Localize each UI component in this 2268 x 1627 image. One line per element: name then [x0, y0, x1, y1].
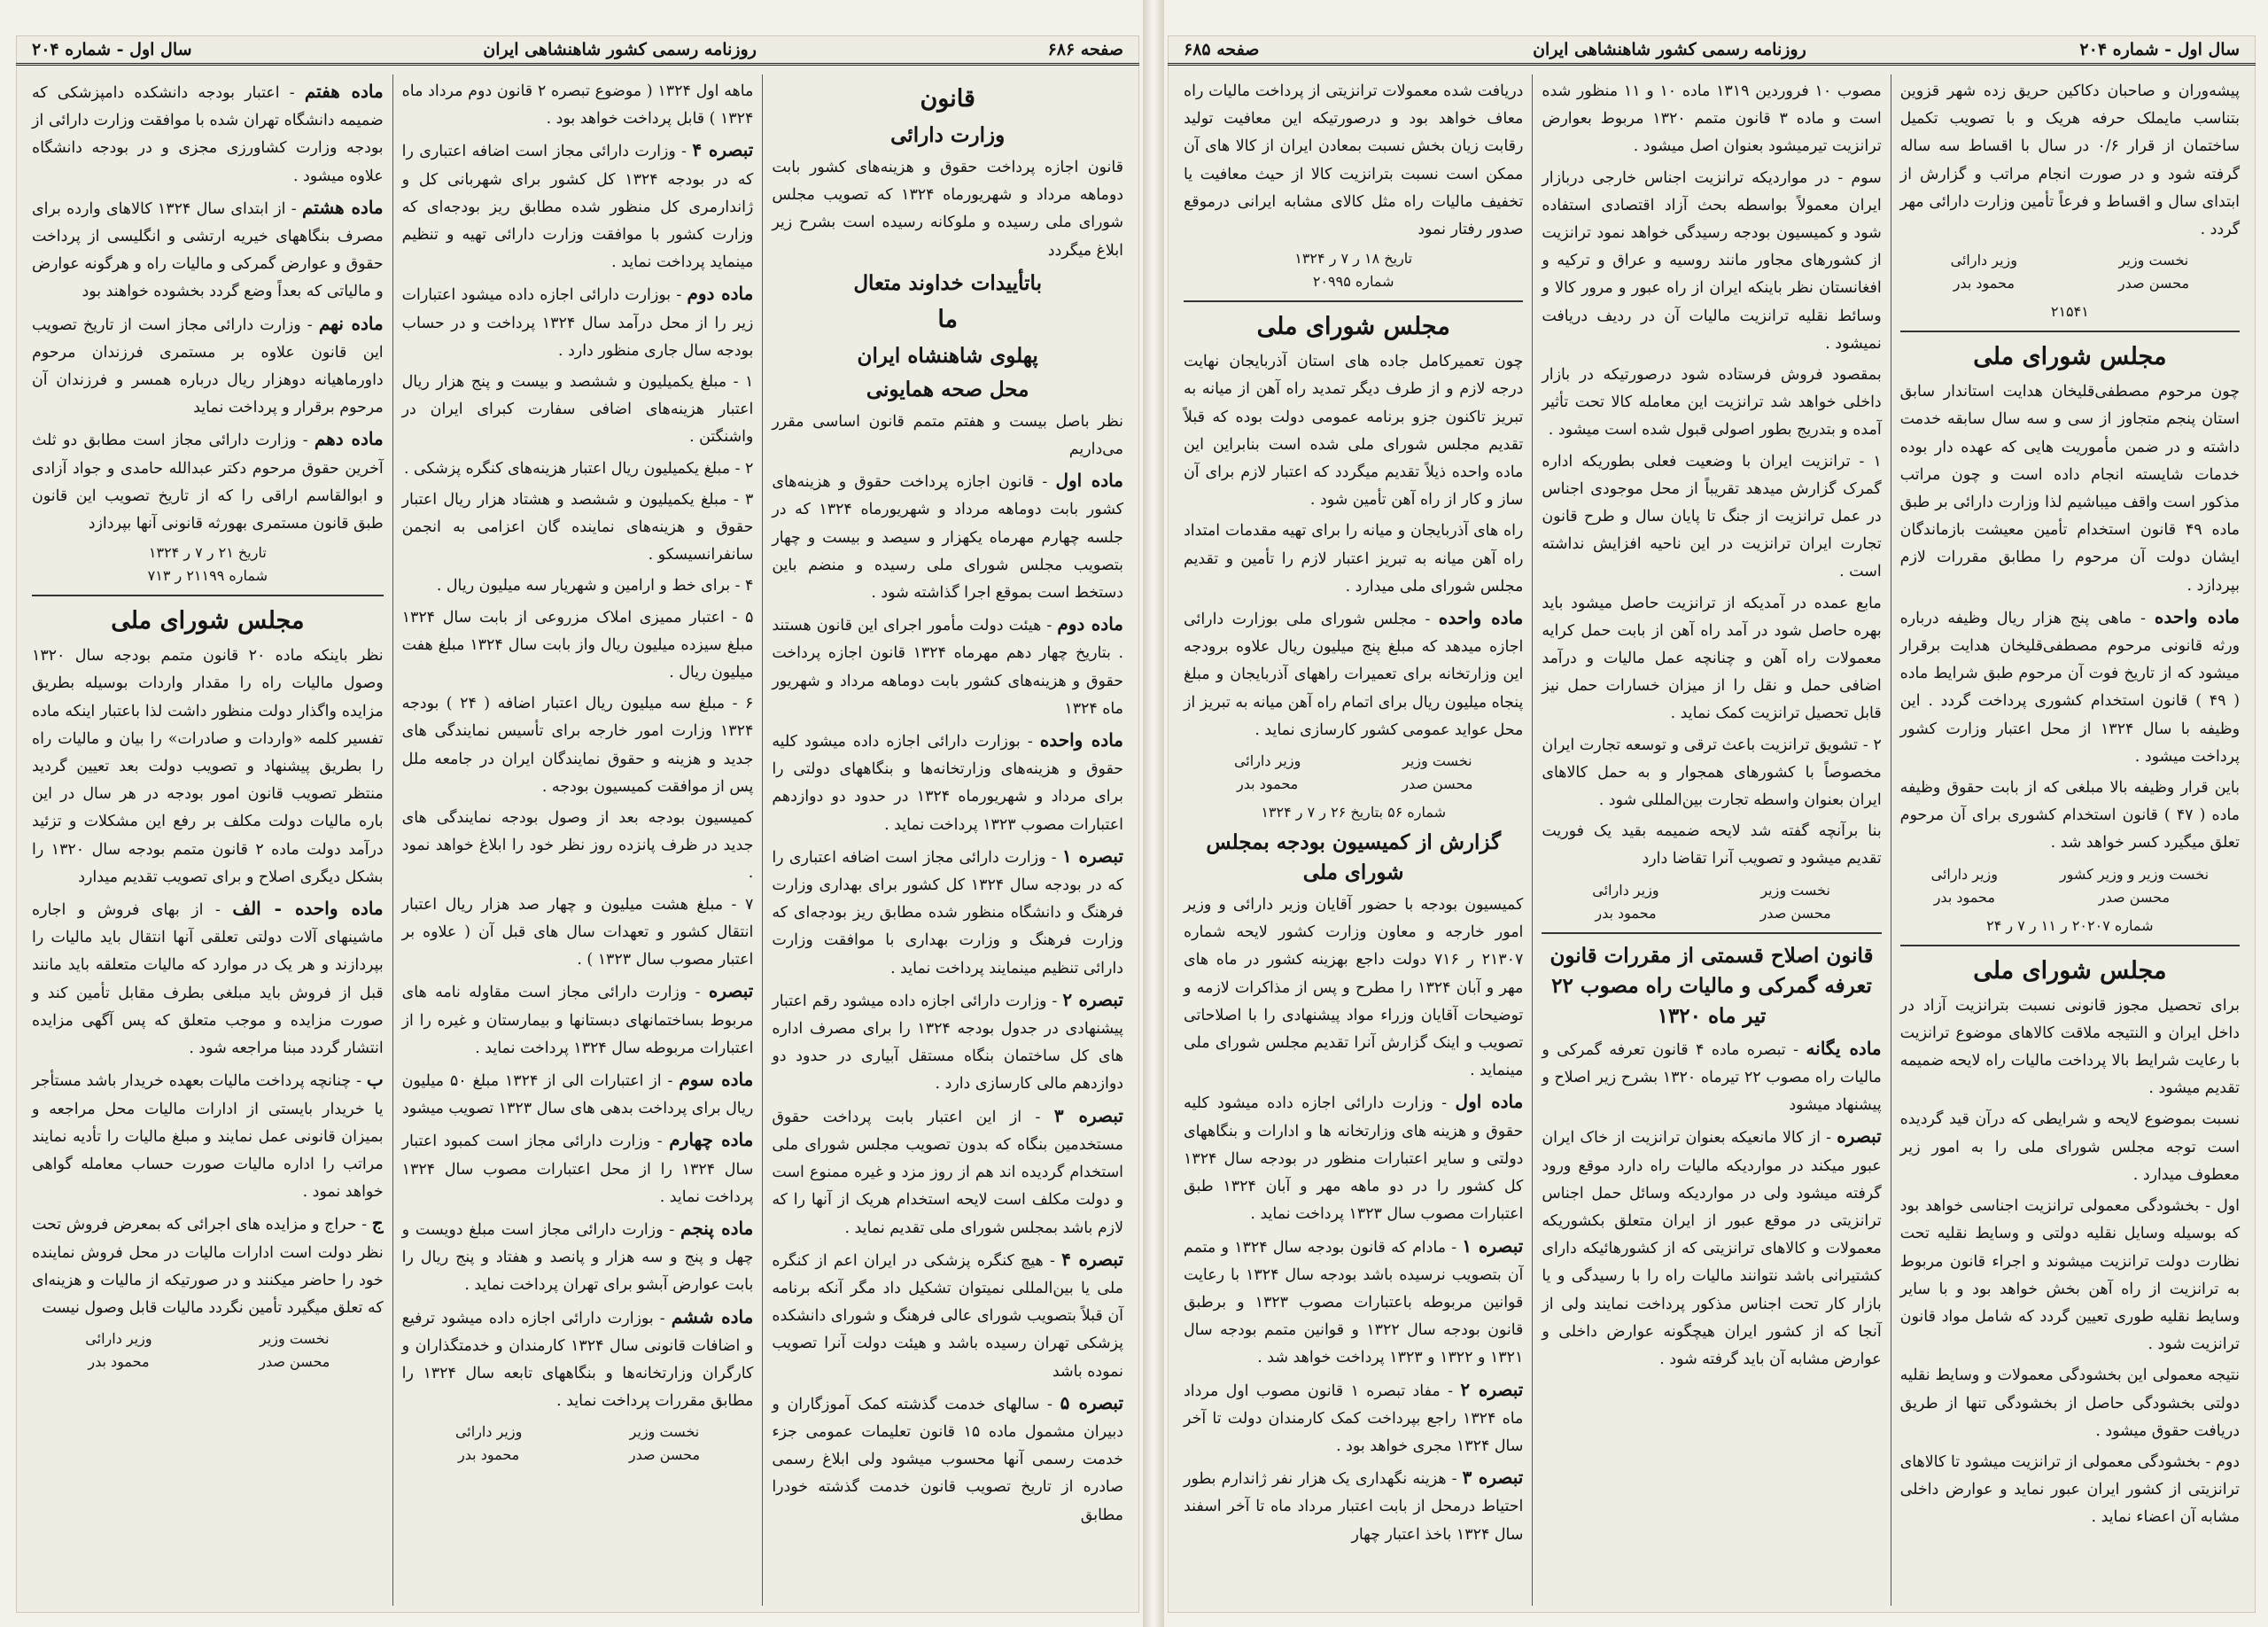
right-page-header	[1168, 35, 2256, 66]
paragraph: مصوب ۱۰ فروردین ۱۳۱۹ ماده ۱۰ و ۱۱ منظور شده است و ماده ۳ قانون متمم ۱۳۲۰ مربوط بعوارض ترانزیت تیرمیشود بعنوان اصل میشود .	[1542, 82, 1882, 156]
royal-we: ما	[937, 305, 959, 333]
note-label: تبصره	[1837, 1125, 1882, 1148]
note-label: تبصره ۱	[1462, 1234, 1524, 1257]
paragraph: قانون اجازه پرداخت حقوق و هزینه‌های کشور بابت دوماهه مرداد و شهریورماه ۱۳۲۴ که در جلسه چهارم مهرماه یکهزار و سیصد و بیست و چهار بتصویب مجلس شورای ملی رسیده و منضم باین دستخط است بموقع اجرا گذاشته شود .	[772, 473, 1123, 603]
note-label: تبصره ۳	[1462, 1467, 1524, 1489]
section-heading: مجلس شورای ملی	[111, 607, 305, 635]
paragraph: باین قرار وظیفه بالا مبلغی که از بابت حقوق وظیفه ماده ( ۴۷ ) قانون استخدام کشوری برای آن مرحوم تعلق میگیرد کسر خواهد شد .	[1899, 779, 2240, 852]
left-column-3: ماده هفتم - اعتبار بودجه دانشکده دامپزشکی که ضمیمه دانشگاه تهران شده با موافقت وزارت دارائی از بودجه وزارت کشاورزی مجزی و در بودجه دانشگاه علاوه میشود . ماده هشتم - از ابتدای سال ۱۳۲۴ کالاهای وارده برای مصرف بنگاههای خیریه ارتشی و انگلیسی از پرداخت حقوق و عوارض گمرکی و مالیات راه و هرگونه عوارض و مالیاتی که بعداً وضع گردد بخشوده خواهند بود ماده نهم - وزارت دارائی مجاز است از تاریخ تصویب این قانون علاوه بر مستمری فرزندان مرحوم داورماهیانه دوهزار ریال درباره همسر و فرزندان آن مرحوم برقرار و پرداخت نماید ماده دهم - وزارت دارائی مجاز است مطابق دو ثلث آخرین حقوق مرحوم دکتر عبدالله حامدی و جواد آزادی و ابوالقاسم اراقی را که از تاریخ تصویب این قانون طبق قانون مستمری بهورثه قانونی آنها بپردازد تاریخ ۲۱ ر ۷ ر ۱۳۲۴ شماره ۲۱۱۹۹ ر ۷۱۳ مجلس شورای ملی نظر باینکه ماده ۲۰ قانون متمم بودجه سال ۱۳۲۰ وصول مالیات راه را مقدار واردات بوسیله بطریق مزایده واگذار دولت منظور داشت لذا باعتبار اینکه ماده تفسیر کلمه «واردات و صادرات» را بیان و مالیات راه را بطریق پیشنهاد و تصویب دولت بعد تعیین گردید منتظر تصویب قانون امور بودجه در هر سال در این باره مالیات دولت مکلف بر رفع این مشکلات و تزئید درآمد دولت ماده ۲ قانون متمم بودجه سال ۱۳۲۰ را بشکل دیگری اصلاح و برای تصویب تقدیم میدارد ماده واحده - الف - از بهای فروش و اجاره ماشینهای آلات دولتی تعلقی آنها انتقال باید مالیات را بپردازند و هر یک در موارد که مالیات متعلقه باید مانند قبل از فروش باید مبلغی بطرف مقابل تأمین کند و صورت مزایده و موجب متعلق که پس آگهی مزایده انتشار گردد مبنا مراجعه شود . ب - چنانچه پرداخت مالیات بعهده خریدار باشد مستأجر یا خریدار بایستی از ادارات مالیات محل مراجعه و بمیزان قانونی عمل نمایند و مبلغ مالیات را تأدیه نمایند مراتب را اداره مالیات صورت حساب معامله گواهی خواهد نمود . ج - حراج و مزایده های اجرائی که بمعرض فروش تحت نظر دولت است ادارات مالیات در محل فروش نماینده خود را حاضر میکنند و در صورتیکه از مالیات و هزینه‌ای که تعلق میگیرد تأمین نگردد مالیات قابل وصول نیست نخست وزیر محسن صدر وزیر دارائی محمود بدر	[23, 74, 392, 1606]
note-label: تبصره ۴	[692, 139, 754, 161]
ministry-heading: وزارت دارائی	[890, 123, 1006, 147]
article-label: ماده هشتم	[301, 196, 384, 218]
article-label: ماده اول	[1055, 470, 1123, 492]
paragraph: ماهی پنج هزار ریال وظیفه درباره ورثه قانونی مرحوم مصطفی‌قلیخان هدایت برقرار میشود که از تاریخ فوت آن مرحوم طبق شرایط ماده ( ۴۹ ) قانون استخدام کشوری پرداخت گردد . این وظیفه با سال ۱۳۲۴ از محل اعتبار وزارت کشور پرداخت میشود .	[1899, 609, 2240, 766]
section-heading: مجلس شورای ملی	[1973, 343, 2167, 371]
signatory-name: محسن صدر	[1759, 904, 1831, 922]
paragraph: وزارت دارائی مجاز است اضافه اعتباری را که در بودجه ۱۳۲۴ کل کشور برای شهربانی کل و ژاندارمری کل منظور شده مطابق ریز بودجه‌ای که وزارت کشور با موافقت وزارت دارائی تهیه و تنظیم مینماید پرداخت نماید .	[401, 143, 754, 272]
signatory-title: وزیر دارائی	[1930, 865, 1998, 883]
paragraph: مجلس شورای ملی بوزارت دارائی اجازه میدهد که مبلغ پنج میلیون ریال علاوه برودجه این وزارتخانه برای تعمیرات راههای آذربایجان و مبلغ پنجاه میلیون ریال برای اتمام راه آهن میانه به تبریز از محل عواید عمومی کشور کارسازی نماید .	[1184, 611, 1524, 739]
right-column-1: پیشه‌وران و صاحبان دکاکین حریق زده شهر قزوین بتناسب مایملک حرفه هریک و با تصویب تکمیل ساختمان از قرار ۰/۶ در سال با اقساط سه ساله گرفته شود و در صورت انجام مراتب و گزارش از ابتدای سال و اقساط و فرعاً تأمین وزارت دارائی مهر گردد . نخست وزیر محسن صدر وزیر دارائی محمود بدر ۲۱۵۴۱ مجلس شورای ملی چون مرحوم مصطفی‌قلیخان هدایت استاندار سابق استان پنجم متجاوز از سی و سه سال سابقه خدمت داشته و در ضمن مأموریت هایی که عهده دار بوده خدمات شایسته انجام داده است و چون مراتب مذکور است واقف میباشیم لذا وزارت دارائی بر طبق ماده ۴۹ قانون استخدام تأمین معیشت بازماندگان ایشان دولت آن مرحوم را مطابق مقررات لازم بپردازد . ماده واحده - ماهی پنج هزار ریال وظیفه درباره ورثه قانونی مرحوم مصطفی‌قلیخان هدایت برقرار میشود که از تاریخ فوت آن مرحوم طبق شرایط ماده ( ۴۹ ) قانون استخدام کشوری پرداخت گردد . این وظیفه با سال ۱۳۲۴ از محل اعتبار وزارت کشور پرداخت میشود . باین قرار وظیفه بالا مبلغی که از بابت حقوق وظیفه ماده ( ۴۷ ) قانون استخدام کشوری برای آن مرحوم تعلق میگیرد کسر خواهد شد . نخست وزیر و وزیر کشور محسن صدر وزیر دارائی محمود بدر شماره ۲۰۲۰۷ ر ۱۱ ر ۷ ر ۲۴ مجلس شورای ملی برای تحصیل مجوز قانونی نسبت بترانزیت آزاد در داخل ایران و النتیجه ملاقت کالاهای موضوع ترانزیت با رعایت شرایط بالا پرداخت مالیات راه لایحه ضمیمه تقدیم میشود . نسبت بموضوع لایحه و شرایطی که درآن قید گردیده است توجه مجلس شورای ملی را به امور زیر معطوف میدارد . اول - بخشودگی معمولی ترانزیت اجناسی خواهد بود که بوسیله وسایل نقلیه دولتی و وسایط نقلیه تحت نظارت دولت ترانزیت میشوند و اجراء قانون مربوط به ترانزیت از راه آهن بخش خواهد بود و با سایر وسایط نقلیه طوری تعیین گردد که شامل مواد قانون ترانزیت شود . نتیجه معمولی این بخشودگی معمولات و وسایط نقلیه دولتی بخشودگی حاصل از بخشودگی تنها از طریق دریافت حقوق میشود . دوم - بخشودگی معمولی از ترانزیت میشود تا کالاهای ترانزیتی از کشور ایران عبور نماید و عوارض داخلی مشابه آن اعضاء نماید .	[1891, 74, 2249, 1606]
paragraph: وزارت دارائی مجاز است مطابق دو ثلث آخرین حقوق مرحوم دکتر عبدالله حامدی و جواد آزادی و ابوالقاسم اراقی را که از تاریخ تصویب این قانون طبق قانون مستمری بهورثه قانونی آنها بپردازد	[31, 432, 384, 533]
section-heading: مجلس شورای ملی	[1256, 313, 1450, 341]
signature-block	[1542, 879, 1881, 925]
paragraph: از بهای فروش و اجاره ماشینهای آلات دولتی تعلقی آنها انتقال باید مالیات را بپردازند و هر یک در موارد که مالیات متعلقه باید مانند قبل از فروش باید مبلغی بطرف مقابل تأمین کند و صورت مزایده و موجب متعلق که پس آگهی مزایده انتشار گردد مبنا مراجعه شود .	[31, 901, 384, 1058]
paragraph: هزینه نگهداری یک هزار نفر ژاندارم بطور احتیاط درمحل از بابت اعتبار مرداد ماه تا آخر اسفند سال ۱۳۲۴ باخذ اعتبار چهار	[1184, 1470, 1524, 1544]
decree-number: ۲۱۵۴۱	[2050, 303, 2089, 321]
paragraph: از ابتدای سال ۱۳۲۴ کالاهای وارده برای مصرف بنگاههای خیریه ارتشی و انگلیسی از پرداخت حقوق و عوارض گمرکی و مالیات راه و هرگونه عوارض و مالیاتی که بعداً وضع گردد بخشوده خواهند بود	[31, 199, 384, 301]
left-column-1: قانون وزارت دارائی قانون اجازه پرداخت حقوق و هزینه‌های کشور بابت دوماهه مرداد و شهریورماه ۱۳۲۴ که تصویب مجلس شورای ملی رسیده و ملوکانه رسیده است بشرح زیر ابلاغ میگردد باتأییدات خداوند متعال ما پهلوی شاهنشاه ایران محل صحه همایونی نظر باصل بیست و هفتم متمم قانون اساسی مقرر می‌داریم ماده اول - قانون اجازه پرداخت حقوق و هزینه‌های کشور بابت دوماهه مرداد و شهریورماه ۱۳۲۴ که در جلسه چهارم مهرماه یکهزار و سیصد و بیست و چهار بتصویب مجلس شورای ملی رسیده و منضم باین دستخط است بموقع اجرا گذاشته شود . ماده دوم - هیئت دولت مأمور اجرای این قانون هستند . بتاریخ چهار دهم مهرماه ۱۳۲۴ قانون اجازه پرداخت حقوق و هزینه‌های کشور بابت دوماهه مرداد و شهریور ماه ۱۳۲۴ ماده واحده - بوزارت دارائی اجازه داده میشود کلیه حقوق و هزینه‌های وزارتخانه‌ها و بنگاههای دولتی را برای مرداد و شهریورماه ۱۳۲۴ در حدود دو دوازدهم اعتبارات مصوب ۱۳۲۳ پرداخت نماید . تبصره ۱ - وزارت دارائی مجاز است اضافه اعتباری را که در بودجه سال ۱۳۲۴ کل کشور برای بهداری وزارت فرهنگ و دانشگاه منظور شده مطابق ریز بودجه‌ای که وزارت فرهنگ و وزارت بهداری با موافقت وزارت دارائی تنظیم مینمایند پرداخت نماید . تبصره ۲ - وزارت دارائی اجازه داده میشود رقم اعتبار پیشنهادی در جدول بودجه ۱۳۲۴ را برای مصرف اداره های کل ساختمان بنگاه مستقل آبیاری در حدود دو دوازدهم مالی کارسازی دارد . تبصره ۳ - از این اعتبار بابت پرداخت حقوق مستخدمین بنگاه که بدون تصویب مجلس شورای ملی استخدام گردیده اند هم از روز مزد و غیره ممنوع است و دولت مکلف است لایحه استخدام هریک از آنها را که لازم باشد بمجلس شورای ملی تقدیم نماید . تبصره ۴ - هیچ کنگره پزشکی در ایران اعم از کنگره ملی یا بین‌المللی نمیتوان تشکیل داد مگر آنکه برنامه آن قبلاً بتصویب شورای عالی فرهنگ و شورای دانشکده پزشکی تهران رسیده باشد و هیئت دولت آنرا تصویب نموده باشد تبصره ۵ - سالهای خدمت گذشته کمک آموزگاران و دبیران مشمول ماده ۱۵ قانون تعلیمات عمومی جزء خدمت رسمی آنها محسوب میشود ولی ابلاغ رسمی صادره از تاریخ تصویب قانون خدمت گذشته خودرا مطابق	[762, 74, 1132, 1606]
list-item: ۳ - مبلغ یکمیلیون و ششصد و هشتاد هزار ریال اعتبار حقوق و هزینه‌های نماینده گان اعزامی به انجمن سانفرانسیسکو .	[401, 490, 754, 564]
paragraph: نظر باصل بیست و هفتم متمم قانون اساسی مقرر می‌داریم	[772, 412, 1123, 459]
note-label: تبصره ۲	[1062, 988, 1124, 1010]
article-label: ماده چهارم	[669, 1129, 754, 1151]
section-heading: گزارش از کمیسیون بودجه بمجلس شورای ملی	[1206, 830, 1502, 885]
signatory-name: محسن صدر	[1402, 775, 1473, 793]
paragraph: بوزارت دارائی اجازه داده میشود ترفیع و اضافات قانونی سال ۱۳۲۴ کارمندان و خدمتگذاران و کارگران وزارتخانه‌ها و بنگاههای تابعه سال ۱۳۲۴ را مطابق مقررات پرداخت نماید .	[401, 1309, 754, 1411]
paragraph: چون تعمیرکامل جاده های استان آذربایجان نهایت درجه لازم و از طرف دیگر تمدید راه آهن از میانه به تبریز تاکنون جزو برنامه عمومی دولت بوده که قبلاً تقدیم مجلس شورای ملی شده است بنابراین این ماده واحده ذیلاً تقدیم میگردد که اعتبار لازم برای آن ساز و کار از راه آهن تأمین شود .	[1184, 353, 1524, 510]
paragraph: چنانچه پرداخت مالیات بعهده خریدار باشد مستأجر یا خریدار بایستی از ادارات مالیات محل مراجعه و بمیزان قانونی عمل نمایند و مبلغ مالیات را تأدیه نمایند مراتب را اداره مالیات صورت حساب معامله گواهی خواهد نمود .	[31, 1072, 384, 1202]
page-number: صفحه ۶۸۶	[1047, 39, 1123, 59]
paragraph: نتیجه معمولی این بخشودگی معمولات و وسایط نقلیه دولتی بخشودگی حاصل از بخشودگی تنها از طریق دریافت حقوق میشود .	[1899, 1366, 2240, 1440]
paragraph: بوزارت دارائی اجازه داده میشود اعتبارات زیر را از محل درآمد سال ۱۳۲۴ پرداخت و در حساب بودجه سال جاری منظور دارد .	[401, 286, 754, 360]
section-divider	[1542, 932, 1881, 934]
signatory-title: وزیر دارائی	[1950, 252, 2017, 269]
note-label: تبصره ۴	[1061, 1248, 1124, 1270]
article-label: ماده دهم	[314, 428, 384, 450]
article-label: ماده واحده	[1039, 729, 1123, 751]
paragraph: اعتبار بودجه دانشکده دامپزشکی که ضمیمه دانشگاه تهران شده با موافقت وزارت دارائی از بودجه وزارت کشاورزی مجزی و در بودجه دانشگاه علاوه میشود .	[31, 84, 384, 185]
paragraph: وزارت دارائی اجازه داده میشود رقم اعتبار پیشنهادی در جدول بودجه ۱۳۲۴ را برای مصرف اداره های کل ساختمان بنگاه مستقل آبیاری در حدود دو دوازدهم مالی کارسازی دارد .	[772, 992, 1123, 1094]
list-item: ۱ - مبلغ یکمیلیون و ششصد و بیست و پنج هزار ریال اعتبار هزینه‌های اضافی سفارت کبرای ایران در واشنگتن .	[401, 373, 754, 447]
paragraph: ۱ - ترانزیت ایران با وضعیت فعلی بطوریکه اداره گمرک گزارش میدهد تقریباً از محل موجودی اجناس در عمل ترانزیت از جنگ تا پایان سال و طرح قانون تجارت ایران ترانزیت در این ناحیه افزایش نداشته است .	[1542, 452, 1882, 581]
paragraph: پیشه‌وران و صاحبان دکاکین حریق زده شهر قزوین بتناسب مایملک حرفه هریک و با تصویب تکمیل ساختمان از قرار ۰/۶ در سال با اقساط سه ساله گرفته شود و در صورت انجام مراتب و گزارش از ابتدای سال و اقساط و فرعاً تأمین وزارت دارائی مهر گردد .	[1899, 82, 2240, 239]
paragraph: دوم - بخشودگی معمولی از ترانزیت میشود تا کالاهای ترانزیتی از کشور ایران عبور نماید و عوارض داخلی مشابه آن اعضاء نماید .	[1899, 1452, 2240, 1527]
decree-date: تاریخ ۱۸ ر ۷ ر ۱۳۲۴	[1294, 250, 1413, 268]
article-label: ماده هفتم	[304, 81, 384, 102]
issue-label: سال اول - شماره ۲۰۴	[32, 39, 192, 59]
paragraph: هیئت دولت مأمور اجرای این قانون هستند . بتاریخ چهار دهم مهرماه ۱۳۲۴ قانون اجازه پرداخت حقوق و هزینه‌های کشور بابت دوماهه مرداد و شهریور ماه ۱۳۲۴	[772, 617, 1123, 718]
paragraph: دریافت شده معمولات ترانزیتی از پرداخت مالیات راه معاف خواهد بود و درصورتیکه این معافیت تولید رقابت زیان بخش نسبت بمعادن ایران از کالا های آن ممکن است نسبت بترانزیت کالا از حیث معافیت یا تخفیف مالیات راه مثل کالای مشابه ایرانی درموقع صدور رفتار نمود	[1184, 82, 1524, 239]
section-heading: قانون اصلاح قسمتی از مقررات قانون تعرفه گمرکی و مالیات راه مصوب ۲۲ تیر ماه ۱۳۲۰	[1550, 943, 1874, 1028]
signatory-name: محمود بدر	[1595, 904, 1657, 922]
note-label: تبصره ۵	[1060, 1391, 1124, 1413]
note-label: تبصره ۲	[1460, 1378, 1524, 1400]
left-column-2: ماهه اول ۱۳۲۴ ( موضوع تبصره ۲ قانون دوم مرداد ماه ۱۳۲۴ ) قابل پرداخت خواهد بود . تبصره ۴ - وزارت دارائی مجاز است اضافه اعتباری را که در بودجه ۱۳۲۴ کل کشور برای شهربانی کل و ژاندارمری کل منظور شده مطابق ریز بودجه‌ای که وزارت کشور با موافقت وزارت دارائی تهیه و تنظیم مینماید پرداخت نماید . ماده دوم - بوزارت دارائی اجازه داده میشود اعتبارات زیر را از محل درآمد سال ۱۳۲۴ پرداخت و در حساب بودجه سال جاری منظور دارد . ۱ - مبلغ یکمیلیون و ششصد و بیست و پنج هزار ریال اعتبار هزینه‌های اضافی سفارت کبرای ایران در واشنگتن . ۲ - مبلغ یکمیلیون ریال اعتبار هزینه‌های کنگره پزشکی . ۳ - مبلغ یکمیلیون و ششصد و هشتاد هزار ریال اعتبار حقوق و هزینه‌های نماینده گان اعزامی به انجمن سانفرانسیسکو . ۴ - برای خط و ارامین و شهریار سه میلیون ریال . ۵ - اعتبار ممیزی املاک مزروعی از بابت سال ۱۳۲۴ مبلغ سیزده میلیون ریال واز بابت سال ۱۳۲۴ مبلغ هفت میلیون ریال . ۶ - مبلغ سه میلیون ریال اعتبار اضافه ( ۲۴ ) بودجه ۱۳۲۴ وزارت امور خارجه برای تأسیس نمایندگی های جدید و هزینه و حقوق نمایندگان ایران در جامعه ملل پس از موافقت کمیسیون بودجه . کمیسیون بودجه بعد از وصول بودجه نمایندگی های جدید در ظرف پانزده روز نظر خود را ابلاغ خواهد نمود . ۷ - مبلغ هشت میلیون و چهار صد هزار ریال اعتبار انتقال کشور و تعهدات سال های قبل آن ( علاوه بر اعتبار مصوب سال ۱۳۲۳ ) . تبصره - وزارت دارائی مجاز است مقاوله نامه های مربوط بساختمانهای دبستانها و بیمارستان و غیره را از اعتبارات مربوطه سال ۱۳۲۴ پرداخت نماید . ماده سوم - از اعتبارات الی از ۱۳۲۴ مبلغ ۵۰ میلیون ریال برای پرداخت بدهی های سال ۱۳۲۳ تصویب میشود ماده چهارم - وزارت دارائی مجاز است کمبود اعتبار سال ۱۳۲۴ را از محل اعتبارات مصوب سال ۱۳۲۴ پرداخت نماید . ماده پنجم - وزارت دارائی مجاز است مبلغ دویست و چهل و پنج و سه هزار و پانصد و هفتاد و پنج ریال را بابت عوارض آبشو برای تهران پرداخت نماید . ماده ششم - بوزارت دارائی اجازه داده میشود ترفیع و اضافات قانونی سال ۱۳۲۴ کارمندان و خدمتگذاران و کارگران وزارتخانه‌ها و بنگاههای تابعه سال ۱۳۲۴ را مطابق مقررات پرداخت نماید . نخست وزیر محسن صدر وزیر دارائی محمود بدر	[392, 74, 763, 1606]
section-divider	[32, 595, 384, 596]
paragraph: وزارت دارائی مجاز است مبلغ دویست و چهل و پنج و سه هزار و پانصد و هفتاد و پنج ریال را بابت عوارض آبشو برای تهران پرداخت نماید .	[401, 1220, 754, 1295]
newspaper-title: روزنامه رسمی کشور شاهنشاهی ایران	[483, 39, 757, 59]
section-divider	[1184, 300, 1523, 302]
article-label: ماده نهم	[318, 312, 384, 334]
page-gutter	[1143, 0, 1164, 1627]
note-label: تبصره ۳	[1053, 1104, 1123, 1126]
clause-label: ب	[366, 1069, 384, 1091]
signatory-name: محمود بدر	[1953, 275, 2015, 292]
right-page-columns	[1175, 74, 2249, 1606]
paragraph: بمقصود فروش فرستاده شود درصورتیکه در بازار داخلی خواهد شد ترانزیت این معامله کالا تحت تأثیر آمده و بتدریج بطور اصولی قبول شده است میشود .	[1542, 366, 1882, 440]
note-label: تبصره	[708, 980, 754, 1002]
list-item: ۴ - برای خط و ارامین و شهریار سه میلیون ریال .	[436, 577, 754, 596]
newspaper-title: روزنامه رسمی کشور شاهنشاهی ایران	[1533, 39, 1806, 59]
signature-block	[402, 1421, 754, 1467]
list-item: ۵ - اعتبار ممیزی املاک مزروعی از بابت سال ۱۳۲۴ مبلغ سیزده میلیون ریال واز بابت سال ۱۳۲۴ مبلغ هفت میلیون ریال .	[401, 608, 754, 682]
paragraph: بنا برآنچه گفته شد لایحه ضمیمه بقید یک فوریت تقدیم میشود و تصویب آنرا تقاضا دارد	[1542, 822, 1882, 868]
signatory-name: محسن صدر	[2098, 888, 2171, 906]
right-column-3: دریافت شده معمولات ترانزیتی از پرداخت مالیات راه معاف خواهد بود و درصورتیکه این معافیت تولید رقابت زیان بخش نسبت بمعادن ایران از کالا های آن ممکن است نسبت بترانزیت کالا از حیث معافیت یا تخفیف مالیات راه مثل کالای مشابه ایرانی درموقع صدور رفتار نمود تاریخ ۱۸ ر ۷ ر ۱۳۲۴ شماره ۲۰۹۹۵ مجلس شورای ملی چون تعمیرکامل جاده های استان آذربایجان نهایت درجه لازم و از طرف دیگر تمدید راه آهن از میانه به تبریز تاکنون جزو برنامه عمومی دولت بوده که قبلاً تقدیم مجلس شورای ملی شده است بنابراین این ماده واحده ذیلاً تقدیم میگردد که اعتبار لازم برای آن ساز و کار از راه آهن تأمین شود . راه های آذربایجان و میانه را برای تهیه مقدمات امتداد راه آهن میانه به تبریز اعتبار لازم را تأمین و تقدیم مجلس شورای ملی میدارد . ماده واحده - مجلس شورای ملی بوزارت دارائی اجازه میدهد که مبلغ پنج میلیون ریال علاوه برودجه این وزارتخانه برای تعمیرات راههای آذربایجان و مبلغ پنجاه میلیون ریال برای اتمام راه آهن میانه به تبریز از محل عواید عمومی کشور کارسازی نماید . نخست وزیر محسن صدر وزیر دارائی محمود بدر شماره ۵۶ بتاریخ ۲۶ ر ۷ ر ۱۳۲۴ گزارش از کمیسیون بودجه بمجلس شورای ملی کمیسیون بودجه با حضور آقایان وزیر دارائی و وزیر امور خارجه و معاون وزارت کشور لایحه شماره ۲۱۳۰۷ ر ۷۱۶ دولت داجع بهزینه کشور در ماه های مهر و آبان ۱۳۲۴ را مطرح و پس از مذاکرات لازمه و توضیحات آقایان وزراء مواد پیشنهادی را با اصلاحاتی تصویب و اینک گزارش آنرا تقدیم مجلس شورای ملی مینماید . ماده اول - وزارت دارائی اجازه داده میشود کلیه حقوق و هزینه های وزارتخانه ها و ادارات و بنگاههای دولتی و سایر اعتبارات منظور در بودجه سال ۱۳۲۴ کل کشور را در دو ماهه مهر و آبان ۱۳۲۴ طبق اعتبارات مصوب سال ۱۳۲۳ پرداخت نماید . تبصره ۱ - مادام که قانون بودجه سال ۱۳۲۴ و متمم آن بتصویب نرسیده باشد بودجه سال ۱۳۲۴ با رعایت قوانین مربوطه باعتبارات مصوب ۱۳۲۳ و برطبق قانون بودجه سال ۱۳۲۲ و قوانین متمم بودجه سال ۱۳۲۱ و ۱۳۲۲ و ۱۳۲۳ پرداخت خواهد شد . تبصره ۲ - مفاد تبصره ۱ قانون مصوب اول مرداد ماه ۱۳۲۴ راجع بپرداخت کمک کارمندان دولت تا آخر سال ۱۳۲۴ مجری خواهد بود . تبصره ۳ - هزینه نگهداری یک هزار نفر ژاندارم بطور احتیاط درمحل از بابت اعتبار مرداد ماه تا آخر اسفند سال ۱۳۲۴ باخذ اعتبار چهار	[1175, 74, 1532, 1606]
paragraph: سالهای خدمت گذشته کمک آموزگاران و دبیران مشمول ماده ۱۵ قانون تعلیمات عمومی جزء خدمت رسمی آنها محسوب میشود ولی ابلاغ رسمی صادره از تاریخ تصویب قانون خدمت گذشته خودرا مطابق	[772, 1395, 1123, 1524]
paragraph: وزارت دارائی مجاز است اضافه اعتباری را که در بودجه سال ۱۳۲۴ کل کشور برای بهداری وزارت فرهنگ و دانشگاه منظور شده مطابق ریز بودجه‌ای که وزارت فرهنگ و وزارت بهداری با موافقت وزارت دارائی تنظیم مینمایند پرداخت نماید .	[772, 848, 1123, 977]
left-page-columns	[23, 74, 1132, 1606]
paragraph: از اعتبارات الی از ۱۳۲۴ مبلغ ۵۰ میلیون ریال برای پرداخت بدهی های سال ۱۳۲۳ تصویب میشود	[401, 1071, 754, 1118]
paragraph: کمیسیون بودجه بعد از وصول بودجه نمایندگی های جدید در ظرف پانزده روز نظر خود را ابلاغ خواهد نمود .	[401, 809, 754, 883]
signatory-name: محمود بدر	[1237, 775, 1299, 793]
article-label: ماده دوم	[687, 283, 754, 305]
signature-block	[32, 1327, 384, 1374]
signatory-title: نخست وزیر	[260, 1330, 330, 1348]
paragraph: اول - بخشودگی معمولی ترانزیت اجناسی خواهد بود که بوسیله وسایل نقلیه دولتی و وسایط نقلیه تحت نظارت دولت ترانزیت میشوند و اجراء قانون مربوط به ترانزیت از راه آهن بخش خواهد بود و با سایر وسایط نقلیه طوری تعیین گردد که شامل مواد قانون ترانزیت شود .	[1899, 1197, 2240, 1354]
signatory-name: محمود بدر	[1933, 888, 1995, 906]
decree-date: تاریخ ۲۱ ر ۷ ر ۱۳۲۴	[148, 544, 267, 562]
paragraph: وزارت دارائی مجاز است مقاوله نامه های مربوط بساختمانهای دبستانها و بیمارستان و غیره را از اعتبارات مربوطه سال ۱۳۲۴ پرداخت نماید .	[401, 984, 754, 1057]
article-label: ماده ششم	[671, 1305, 754, 1327]
signatory-name: محمود بدر	[458, 1446, 520, 1464]
report-number: شماره ۵۶ بتاریخ ۲۶ ر ۷ ر ۱۳۲۴	[1261, 804, 1447, 821]
article-label: ماده اول	[1455, 1091, 1524, 1113]
section-divider	[1900, 945, 2240, 946]
paragraph: چون مرحوم مصطفی‌قلیخان هدایت استاندار سابق استان پنجم متجاوز از سی و سه سال سابقه خدمت داشته و در ضمن مأموریت هایی که عهده دار بوده خدمات شایسته انجام داده است و چون مراتب مذکور است واقف میباشیم لذا وزارت دارائی بر طبق ماده ۴۹ قانون استخدام تأمین معیشت بازماندگان ایشان دولت آن مرحوم را مطابق مقررات لازم بپردازد .	[1899, 383, 2240, 595]
paragraph: بوزارت دارائی اجازه داده میشود کلیه حقوق و هزینه‌های وزارتخانه‌ها و بنگاههای دولتی را برای مرداد و شهریورماه ۱۳۲۴ در حدود دو دوازدهم اعتبارات مصوب ۱۳۲۳ پرداخت نماید .	[772, 733, 1123, 834]
left-page	[16, 35, 1139, 1613]
article-label: ماده پنجم	[680, 1217, 754, 1239]
note-label: تبصره ۱	[1062, 845, 1124, 867]
paragraph: از این اعتبار بابت پرداخت حقوق مستخدمین بنگاه که بدون تصویب مجلس شورای ملی استخدام گردیده اند هم از روز مزد و غیره ممنوع است و دولت مکلف است لایحه استخدام هریک از آنها را که لازم باشد بمجلس شورای ملی تقدیم نماید .	[772, 1108, 1123, 1237]
signatory-name: محمود بدر	[88, 1353, 150, 1371]
article-label: ماده دوم	[1057, 613, 1123, 635]
paragraph: سوم - در مواردیکه ترانزیت اجناس خارجی دربازار ایران معمولاً بواسطه بحث آزاد اقتصادی استفاده شود و کمیسیون بودجه رسیدگی خواهد نمود ترانزیت از کشورهای مجاور مانند روسیه و عراق و ترکیه و افغانستان نظر باینکه ایران از راه عبور و مرور کالا و وسائط نقلیه ترانزیت مالیات آن در ردیف دریافت نمیشود .	[1542, 168, 1882, 353]
clause-label: ج	[371, 1212, 384, 1234]
signature-block	[1184, 750, 1523, 796]
list-item: ۲ - مبلغ یکمیلیون ریال اعتبار هزینه‌های کنگره پزشکی .	[403, 459, 754, 478]
signatory-title: وزیر دارائی	[454, 1423, 523, 1441]
paragraph: مابع عمده در آمدیکه از ترانزیت حاصل میشود باید بهره حاصل شود در آمد راه آهن از بابت حمل کرایه معمولات راه آهن و چنانچه عمل مالیات و درآمد اضافی حمل و نقل را از میزان خسارات حمل نیز قابل تحصیل ترانزیت کمک نماید .	[1542, 594, 1882, 723]
paragraph: وزارت دارائی مجاز است کمبود اعتبار سال ۱۳۲۴ را از محل اعتبارات مصوب سال ۱۳۲۴ پرداخت نماید .	[401, 1133, 754, 1206]
list-item: ۶ - مبلغ سه میلیون ریال اعتبار اضافه ( ۲۴ ) بودجه ۱۳۲۴ وزارت امور خارجه برای تأسیس نمایندگی های جدید و هزینه و حقوق نمایندگان ایران در جامعه ملل پس از موافقت کمیسیون بودجه .	[401, 695, 754, 796]
signatory-title: نخست وزیر	[1760, 881, 1830, 899]
paragraph: نظر باینکه ماده ۲۰ قانون متمم بودجه سال ۱۳۲۰ وصول مالیات راه را مقدار واردات بوسیله بطریق مزایده واگذار دولت منظور داشت لذا باعتبار اینکه ماده تفسیر کلمه «واردات و صادرات» را بیان و مالیات راه را بطریق پیشنهاد و تصویب دولت بعد تعیین گردید منتظر تصویب قانون امور بودجه در هر سال در این باره مالیات دولت مکلف بر رفع این مشکلات و تزئید درآمد دولت ماده ۲ قانون متمم بودجه سال ۱۳۲۰ را بشکل دیگری اصلاح و برای تصویب تقدیم میدارد	[31, 647, 384, 886]
paragraph: هیچ کنگره پزشکی در ایران اعم از کنگره ملی یا بین‌المللی نمیتوان تشکیل داد مگر آنکه برنامه آن قبلاً بتصویب شورای عالی فرهنگ و شورای دانشکده پزشکی تهران رسیده باشد و هیئت دولت آنرا تصویب نموده باشد	[772, 1251, 1123, 1381]
right-page	[1168, 35, 2256, 1613]
section-divider	[1900, 331, 2240, 332]
section-heading: مجلس شورای ملی	[1973, 956, 2167, 985]
decree-number: شماره ۲۰۹۹۵	[1312, 273, 1394, 291]
signature-block	[1900, 249, 2240, 295]
invocation: باتأییدات خداوند متعال	[853, 270, 1042, 295]
list-item: ۷ - مبلغ هشت میلیون و چهار صد هزار ریال اعتبار انتقال کشور و تعهدات سال های قبل آن ( علاوه بر اعتبار مصوب سال ۱۳۲۳ ) .	[401, 895, 754, 969]
signatory-title: نخست وزیر و وزیر کشور	[2059, 865, 2210, 883]
signatory-title: وزیر دارائی	[1592, 881, 1659, 899]
paragraph: قانون اجازه پرداخت حقوق و هزینه‌های کشور بابت دوماهه مرداد و شهریورماه ۱۳۲۴ که تصویب مجلس شورای ملی رسیده و ملوکانه رسیده است بشرح زیر ابلاغ میگردد	[772, 159, 1123, 260]
signatory-title: وزیر دارائی	[1233, 752, 1301, 770]
signatory-title: نخست وزیر	[2118, 252, 2189, 269]
paragraph: کمیسیون بودجه با حضور آقایان وزیر دارائی و وزیر امور خارجه و معاون وزارت کشور لایحه شماره ۲۱۳۰۷ ر ۷۱۶ دولت داجع بهزینه کشور در ماه های مهر و آبان ۱۳۲۴ را مطرح و پس از مذاکرات لازمه و توضیحات آقایان وزراء مواد پیشنهادی را با اصلاحاتی تصویب و اینک گزارش آنرا تقدیم مجلس شورای ملی مینماید .	[1184, 896, 1524, 1080]
signatory-name: محسن صدر	[628, 1446, 701, 1464]
paragraph: حراج و مزایده های اجرائی که بمعرض فروش تحت نظر دولت است ادارات مالیات در محل فروش نماینده خود را حاضر میکنند و در صورتیکه از مالیات و هزینه‌ای که تعلق میگیرد تأمین نگردد مالیات قابل وصول نیست	[31, 1216, 384, 1317]
paragraph: وزارت دارائی مجاز است از تاریخ تصویب این قانون علاوه بر مستمری فرزندان مرحوم داورماهیانه دوهزار ریال درباره همسر و فرزندان آن مرحوم برقرار و پرداخت نماید	[31, 315, 384, 417]
issue-label: سال اول - شماره ۲۰۴	[2079, 39, 2240, 59]
signatory-title: وزیر دارائی	[85, 1330, 152, 1348]
royal-seal-place: محل صحه همایونی	[866, 377, 1029, 401]
article-label: ماده واحده	[1438, 607, 1524, 629]
signatory-name: محسن صدر	[2117, 275, 2190, 292]
page-number: صفحه ۶۸۵	[1184, 39, 1260, 59]
paragraph: برای تحصیل مجوز قانونی نسبت بترانزیت آزاد در داخل ایران و النتیجه ملاقت کالاهای موضوع ترانزیت با رعایت شرایط بالا پرداخت مالیات راه لایحه ضمیمه تقدیم میشود .	[1899, 996, 2240, 1098]
paragraph: از کالا مانعیکه بعنوان ترانزیت از خاک ایران عبور میکند در مواردیکه مالیات راه دارد موقع ورود گرفته میشود ولی در مواردیکه وسائل حمل اجناس ترانزیتی در موقع عبور از ایران متعلق بکشوریکه معمولات و کالاهای ترانزیتی که از کشورهائیکه دارای کشتیرانی باشد نتوانند مالیات راه را با رسیدگی و یا بازار کار تحت اجناس مذکور پرداخت نمایند ولی از آنجا که از کشور ایران هیچگونه عوارض داخلی و عوارض مشابه آن باید گرفته شود .	[1542, 1129, 1882, 1368]
decree-number: شماره ۲۰۲۰۷ ر ۱۱ ر ۷ ر ۲۴	[1986, 916, 2154, 934]
paragraph: مفاد تبصره ۱ قانون مصوب اول مرداد ماه ۱۳۲۴ راجع بپرداخت کمک کارمندان دولت تا آخر سال ۱۳۲۴ مجری خواهد بود .	[1184, 1382, 1524, 1455]
paragraph: راه های آذربایجان و میانه را برای تهیه مقدمات امتداد راه آهن میانه به تبریز اعتبار لازم را تأمین و تقدیم مجلس شورای ملی میدارد .	[1184, 522, 1524, 596]
law-heading: قانون	[920, 85, 975, 113]
paragraph: نسبت بموضوع لایحه و شرایطی که درآن قید گردیده است توجه مجلس شورای ملی را به امور زیر معطوف میدارد .	[1899, 1110, 2240, 1184]
signatory-title: نخست وزیر	[629, 1423, 700, 1441]
signature-block	[1900, 863, 2240, 909]
article-label: ماده واحده	[2154, 605, 2240, 627]
paragraph: وزارت دارائی اجازه داده میشود کلیه حقوق و هزینه های وزارتخانه ها و ادارات و بنگاههای دولتی و سایر اعتبارات منظور در بودجه سال ۱۳۲۴ کل کشور را در دو ماهه مهر و آبان ۱۳۲۴ طبق اعتبارات مصوب سال ۱۳۲۳ پرداخت نماید .	[1184, 1094, 1524, 1224]
paragraph: ماهه اول ۱۳۲۴ ( موضوع تبصره ۲ قانون دوم مرداد ماه ۱۳۲۴ ) قابل پرداخت خواهد بود .	[401, 82, 754, 128]
paragraph: تبصره ماده ۴ قانون تعرفه گمرکی و مالیات راه مصوب ۲۲ تیرماه ۱۳۲۰ بشرح زیر اصلاح و پیشنهاد میشود	[1542, 1040, 1882, 1115]
decree-number: شماره ۲۱۱۹۹ ر ۷۱۳	[147, 567, 268, 585]
paragraph: ۲ - تشویق ترانزیت باعث ترقی و توسعه تجارت ایران مخصوصاً با کشورهای همجوار و به حمل کالاهای ایران بعنوان واسطه تجارت بین‌المللی شود .	[1542, 736, 1882, 810]
right-column-2: مصوب ۱۰ فروردین ۱۳۱۹ ماده ۱۰ و ۱۱ منظور شده است و ماده ۳ قانون متمم ۱۳۲۰ مربوط بعوارض ترانزیت تیرمیشود بعنوان اصل میشود . سوم - در مواردیکه ترانزیت اجناس خارجی دربازار ایران معمولاً بواسطه بحث آزاد اقتصادی استفاده شود و کمیسیون بودجه رسیدگی خواهد نمود ترانزیت از کشورهای مجاور مانند روسیه و عراق و ترکیه و افغانستان نظر باینکه ایران از راه عبور و مرور کالا و وسائط نقلیه ترانزیت مالیات آن در ردیف دریافت نمیشود . بمقصود فروش فرستاده شود درصورتیکه در بازار داخلی خواهد شد ترانزیت این معامله کالا تحت تأثیر آمده و بتدریج بطور اصولی قبول شده است میشود . ۱ - ترانزیت ایران با وضعیت فعلی بطوریکه اداره گمرک گزارش میدهد تقریباً از محل موجودی اجناس در عمل ترانزیت از جنگ تا پایان سال و طرح قانون تجارت ایران ترانزیت در این ناحیه افزایش نداشته است . مابع عمده در آمدیکه از ترانزیت حاصل میشود باید بهره حاصل شود در آمد راه آهن از بابت حمل کرایه معمولات راه آهن و چنانچه عمل مالیات و درآمد اضافی حمل و نقل را از میزان خسارات حمل نیز قابل تحصیل ترانزیت کمک نماید . ۲ - تشویق ترانزیت باعث ترقی و توسعه تجارت ایران مخصوصاً با کشورهای همجوار و به حمل کالاهای ایران بعنوان واسطه تجارت بین‌المللی شود . بنا برآنچه گفته شد لایحه ضمیمه بقید یک فوریت تقدیم میشود و تصویب آنرا تقاضا دارد نخست وزیر محسن صدر وزیر دارائی محمود بدر قانون اصلاح قسمتی از مقررات قانون تعرفه گمرکی و مالیات راه مصوب ۲۲ تیر ماه ۱۳۲۰ ماده یگانه - تبصره ماده ۴ قانون تعرفه گمرکی و مالیات راه مصوب ۲۲ تیرماه ۱۳۲۰ بشرح زیر اصلاح و پیشنهاد میشود تبصره - از کالا مانعیکه بعنوان ترانزیت از خاک ایران عبور میکند در مواردیکه مالیات راه دارد موقع ورود گرفته میشود ولی در مواردیکه وسائل حمل اجناس ترانزیتی در موقع عبور از ایران متعلق بکشوریکه معمولات و کالاهای ترانزیتی که از کشورهائیکه دارای کشتیرانی باشد نتوانند مالیات راه را با رسیدگی و یا بازار کار تحت اجناس مذکور پرداخت نمایند ولی از آنجا که از کشور ایران هیچگونه عوارض داخلی و عوارض مشابه آن باید گرفته شود .	[1532, 74, 1890, 1606]
signatory-title: نخست وزیر	[1402, 752, 1472, 770]
article-label: ماده سوم	[679, 1068, 754, 1090]
article-label: ماده یگانه	[1806, 1037, 1882, 1059]
shah-title: پهلوی شاهنشاه ایران	[857, 343, 1038, 368]
paragraph: مادام که قانون بودجه سال ۱۳۲۴ و متمم آن بتصویب نرسیده باشد بودجه سال ۱۳۲۴ با رعایت قوانین مربوطه باعتبارات مصوب ۱۳۲۳ و برطبق قانون بودجه سال ۱۳۲۲ و قوانین متمم بودجه سال ۱۳۲۱ و ۱۳۲۲ و ۱۳۲۳ پرداخت خواهد شد .	[1184, 1238, 1524, 1367]
article-label: ماده واحده - الف	[232, 898, 384, 920]
signatory-name: محسن صدر	[259, 1353, 330, 1371]
left-page-header	[16, 35, 1139, 66]
